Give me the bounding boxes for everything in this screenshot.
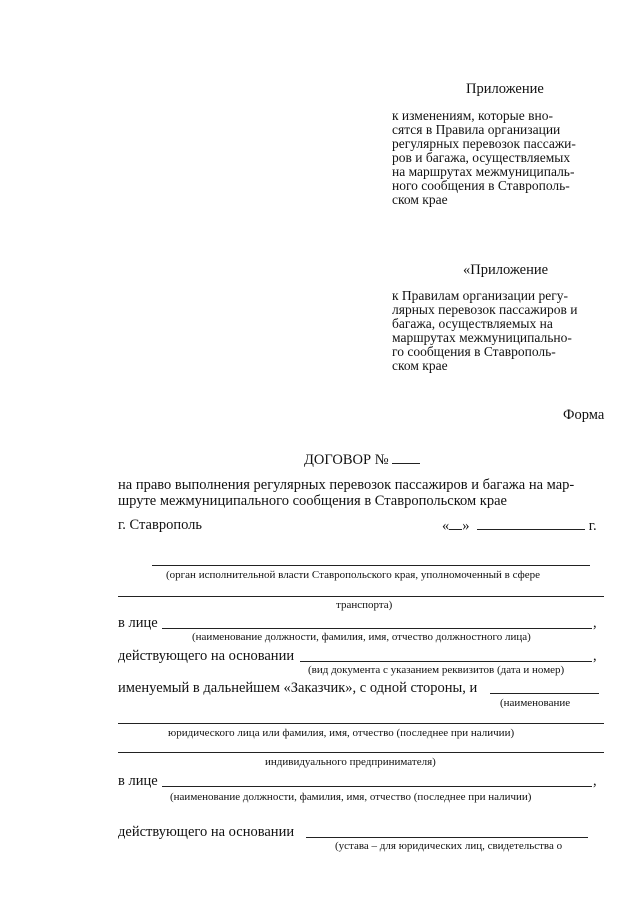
contract-title-text: ДОГОВОР №: [304, 452, 389, 468]
appendix-title-2: «Приложение: [463, 262, 549, 278]
hint-name-cont: юридического лица или фамилия, имя, отчество (последнее при наличии): [168, 727, 515, 739]
acting-basis-label: действующего на основании: [118, 648, 295, 664]
hint-authority-cont: транспорта): [336, 599, 393, 611]
in-person-label: в лице: [118, 615, 158, 631]
text-line: ском крае: [392, 358, 448, 373]
year-suffix: г.: [588, 518, 597, 534]
date-quote-open: «: [442, 518, 450, 534]
hint-official: (наименование должности, фамилия, имя, отчество должностного лица): [192, 631, 531, 643]
hint-authority: (орган исполнительной власти Ставропольского края, уполномоченный в сфере: [166, 569, 540, 581]
text-line: к Правилам организации регу-: [392, 288, 569, 303]
text-line: го сообщения в Ставрополь-: [392, 344, 556, 359]
text-line: багажа, осуществляемых на: [392, 316, 553, 331]
basis-field-line[interactable]: [300, 661, 592, 662]
customer-text: именуемый в дальнейшем «Заказчик», с одной стороны, и: [118, 680, 478, 696]
date-line: [442, 517, 597, 534]
in-person-label-2: в лице: [118, 773, 158, 789]
hint-name: (наименование: [500, 697, 571, 709]
subtitle-line: на право выполнения регулярных перевозок пассажиров и багажа на мар-: [118, 477, 575, 493]
day-field[interactable]: [449, 517, 462, 530]
date-quote-close: »: [462, 518, 470, 534]
text-line: ском крае: [392, 192, 448, 207]
contract-number-field[interactable]: [392, 451, 420, 464]
authority-field-line-2[interactable]: [118, 596, 604, 597]
text-line: сятся в Правила организации: [392, 122, 561, 137]
acting-basis-label-2: действующего на основании: [118, 824, 295, 840]
contractor-field-line-2[interactable]: [118, 723, 604, 724]
month-year-field[interactable]: [477, 517, 585, 530]
text-line: ров и багажа, осуществляемых: [392, 150, 571, 165]
text-line: регулярных перевозок пассажи-: [392, 136, 576, 151]
contractor-field-line[interactable]: [490, 693, 599, 694]
subtitle-line: шруте межмуниципального сообщения в Ставропольском крае: [118, 493, 507, 509]
form-label: Форма: [563, 407, 605, 423]
city: г. Ставрополь: [118, 517, 203, 533]
text-line: лярных перевозок пассажиров и: [392, 302, 578, 317]
authority-field-line[interactable]: [152, 565, 590, 566]
appendix-title: Приложение: [466, 81, 544, 97]
basis-field-line-2[interactable]: [306, 837, 588, 838]
text-line: к изменениям, которые вно-: [392, 108, 553, 123]
text-line: маршрутах межмуниципально-: [392, 330, 572, 345]
text-line: на маршрутах межмуниципаль-: [392, 164, 575, 179]
comma: ,: [593, 773, 597, 789]
text-line: ного сообщения в Ставрополь-: [392, 178, 570, 193]
hint-position-2: (наименование должности, фамилия, имя, отчество (последнее при наличии): [170, 791, 532, 803]
appendix-text-2: [392, 289, 605, 373]
hint-document: (вид документа с указанием реквизитов (дата и номер): [308, 664, 565, 676]
hint-name-end: индивидуального предпринимателя): [265, 756, 436, 768]
contract-subtitle: [118, 477, 574, 509]
contract-title: [304, 451, 420, 468]
official-field-line[interactable]: [162, 628, 592, 629]
contractor-field-line-3[interactable]: [118, 752, 604, 753]
official-field-line-2[interactable]: [162, 786, 592, 787]
comma: ,: [593, 615, 597, 631]
comma: ,: [593, 648, 597, 664]
appendix-text: [392, 109, 605, 207]
hint-charter: (устава – для юридических лиц, свидетельства о: [335, 840, 563, 852]
